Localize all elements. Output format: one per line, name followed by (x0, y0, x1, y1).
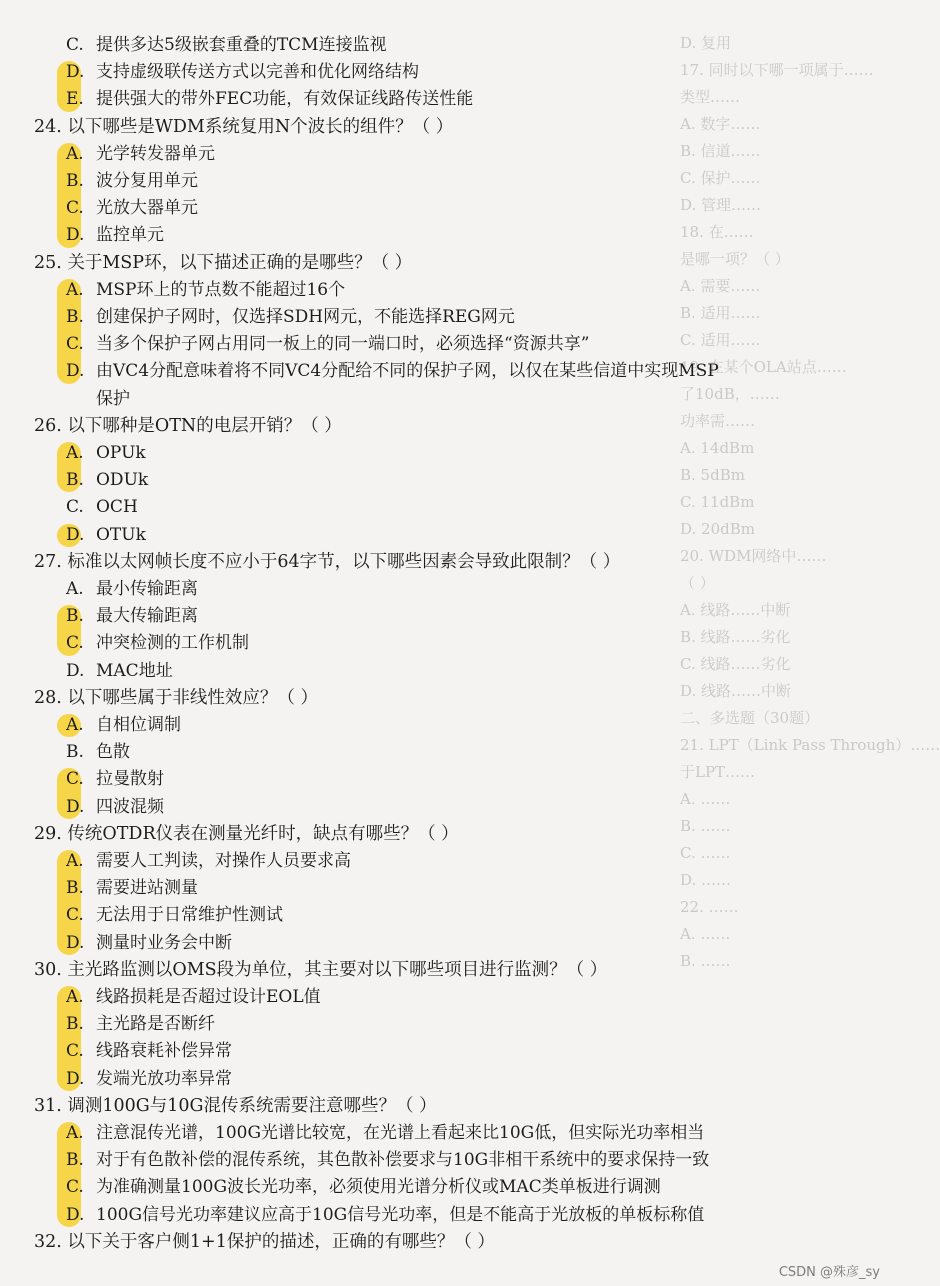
option-letter: A. (66, 143, 84, 164)
answer-option (66, 32, 387, 59)
bleed-through-line: B. 线路……劣化 (680, 628, 791, 646)
option-letter: E. (66, 89, 84, 110)
option-letter: C. (66, 334, 84, 355)
option-text: 创建保护子网时，仅选择SDH网元，不能选择REG网元 (96, 307, 515, 327)
option-text: OCH (96, 497, 138, 518)
answer-option (66, 848, 351, 875)
option-letter: B. (66, 878, 84, 899)
answer-option (66, 86, 473, 113)
answer-option (66, 440, 146, 467)
bleed-through-line: A. …… (680, 925, 731, 943)
option-letter: B. (66, 1150, 84, 1171)
bleed-through-line: B. 信道…… (680, 142, 761, 160)
option-text: 光放大器单元 (96, 198, 198, 219)
option-letter: D. (66, 932, 85, 953)
bleed-through-line: 功率需…… (680, 412, 756, 430)
option-letter: C. (66, 35, 84, 55)
bleed-through-line: B. …… (680, 817, 731, 835)
option-letter: C. (66, 1177, 84, 1198)
bleed-through-line: 了10dB，…… (680, 385, 780, 403)
option-text: 当多个保护子网占用同一板上的同一端口时，必须选择“资源共享” (96, 334, 590, 355)
option-text: 四波混频 (96, 796, 164, 817)
bleed-through-line: 是哪一项？（ ） (680, 250, 790, 268)
option-text: 波分复用单元 (96, 171, 198, 191)
option-letter: D. (66, 1204, 85, 1225)
option-text: 为准确测量100G波长光功率，必须使用光谱分析仪或MAC类单板进行调测 (96, 1177, 661, 1198)
bleed-through-line: A. …… (680, 790, 731, 808)
bleed-through-line: 20. WDM网络中…… (680, 547, 827, 565)
option-text: OPUk (96, 443, 146, 463)
option-text: 自相位调制 (96, 715, 181, 735)
question-stem: 24. 以下哪些是WDM系统复用N个波长的组件？（ ） (34, 116, 454, 137)
option-letter: C. (66, 1041, 84, 1062)
bleed-through-column (680, 30, 940, 975)
bleed-through-line: B. 5dBm (680, 466, 745, 484)
answer-option (66, 222, 164, 249)
option-continuation: 保护 (96, 388, 130, 409)
bleed-through-line: C. 11dBm (680, 493, 755, 511)
answer-option (66, 195, 198, 222)
answer-option (66, 59, 419, 86)
option-letter: B. (66, 606, 84, 627)
option-letter: D. (66, 796, 85, 817)
answer-option (66, 1174, 661, 1201)
bleed-through-line: 17. 同时以下哪一项属于…… (680, 61, 874, 79)
option-letter: D. (66, 225, 85, 246)
answer-option (66, 522, 146, 549)
bleed-through-line: 类型…… (680, 88, 741, 106)
answer-option (66, 794, 164, 821)
option-text: 冲突检测的工作机制 (96, 633, 249, 654)
bleed-through-line: 19. 在某个OLA站点…… (680, 358, 847, 376)
bleed-through-line: D. 线路……中断 (680, 682, 792, 700)
option-text: 线路衰耗补偿异常 (96, 1041, 232, 1062)
option-text: 由VC4分配意味着将不同VC4分配给不同的保护子网，以仅在某些信道中实现MSP (96, 361, 719, 382)
option-text: 注意混传光谱，100G光谱比较宽，在光谱上看起来比10G低，但实际光功率相当 (96, 1123, 705, 1143)
option-text: 提供多达5级嵌套重叠的TCM连接监视 (96, 35, 387, 55)
bleed-through-line: C. 适用…… (680, 331, 761, 349)
option-text: 最小传输距离 (96, 579, 198, 599)
question-stem: 28. 以下哪些属于非线性效应？（ ） (34, 687, 318, 708)
watermark: CSDN @殊彦_sy (778, 1265, 880, 1280)
answer-option (66, 141, 215, 168)
option-letter: B. (66, 742, 84, 763)
answer-option (66, 603, 198, 630)
answer-option (66, 331, 589, 358)
option-letter: A. (66, 279, 84, 300)
answer-option (66, 658, 173, 685)
answer-option (66, 358, 719, 385)
bleed-through-line: B. 适用…… (680, 304, 761, 322)
option-letter: D. (66, 1068, 85, 1089)
answer-option (66, 1120, 704, 1147)
bleed-through-line: A. 14dBm (680, 439, 755, 457)
answer-option (66, 630, 249, 657)
option-letter: A. (66, 443, 84, 463)
bleed-through-line: A. 线路……中断 (680, 601, 791, 619)
option-text: 对于有色散补偿的混传系统，其色散补偿要求与10G非相干系统中的要求保持一致 (96, 1150, 710, 1171)
question-stem: 29. 传统OTDR仪表在测量光纤时，缺点有哪些？（ ） (34, 823, 459, 844)
option-letter: A. (66, 715, 84, 735)
bleed-through-line: 22. …… (680, 898, 739, 916)
option-text: 最大传输距离 (96, 606, 198, 627)
option-letter: A. (66, 987, 84, 1007)
option-text: MAC地址 (96, 660, 173, 681)
option-text: 需要进站测量 (96, 878, 198, 899)
option-text: 100G信号光功率建议应高于10G信号光功率，但是不能高于光放板的单板标称值 (96, 1204, 705, 1225)
answer-option (66, 1147, 709, 1174)
bleed-through-line: D. 管理…… (680, 196, 762, 214)
option-letter: C. (66, 905, 84, 926)
answer-option (66, 304, 515, 331)
answer-option (66, 902, 283, 929)
option-text: 提供强大的带外FEC功能，有效保证线路传送性能 (96, 89, 474, 110)
answer-option (66, 467, 148, 494)
question-stem: 27. 标准以太网帧长度不应小于64字节，以下哪些因素会导致此限制？（ ） (34, 551, 621, 572)
option-letter: C. (66, 198, 84, 219)
answer-option (66, 277, 345, 304)
option-text: 色散 (96, 742, 130, 763)
answer-option (66, 930, 232, 957)
option-letter: D. (66, 524, 85, 545)
option-letter: C. (66, 497, 84, 518)
question-stem: 32. 以下关于客户侧1+1保护的描述，正确的有哪些？（ ） (34, 1231, 495, 1252)
bleed-through-line: 于LPT…… (680, 763, 756, 781)
answer-option (66, 984, 321, 1011)
option-letter: D. (66, 660, 85, 681)
answer-option (66, 494, 138, 521)
option-letter: A. (66, 851, 84, 871)
bleed-through-line: 二、多选题（30题） (680, 709, 820, 727)
option-text: 发端光放功率异常 (96, 1068, 232, 1089)
answer-option (66, 1011, 215, 1038)
bleed-through-line: C. …… (680, 844, 731, 862)
option-text: 监控单元 (96, 225, 164, 246)
option-letter: C. (66, 633, 84, 654)
option-letter: A. (66, 579, 84, 599)
bleed-through-line: C. 线路……劣化 (680, 655, 791, 673)
bleed-through-line: D. 复用 (680, 34, 732, 52)
answer-option (66, 739, 130, 766)
option-letter: A. (66, 1123, 84, 1143)
option-letter: B. (66, 470, 84, 491)
answer-option (66, 576, 198, 603)
answer-option (66, 168, 198, 195)
option-letter: B. (66, 171, 84, 191)
bleed-through-line: A. 需要…… (680, 277, 761, 295)
question-stem: 26. 以下哪种是OTN的电层开销？（ ） (34, 415, 342, 436)
option-text: ODUk (96, 470, 149, 491)
bleed-through-line: （ ） (680, 574, 715, 592)
answer-option (66, 766, 164, 793)
answer-option (66, 1202, 704, 1229)
option-text: 支持虚级联传送方式以完善和优化网络结构 (96, 62, 419, 83)
answer-option (66, 875, 198, 902)
option-letter: B. (66, 1014, 84, 1035)
answer-option (66, 1066, 232, 1093)
option-text: 线路损耗是否超过设计EOL值 (96, 987, 321, 1007)
option-text: 测量时业务会中断 (96, 932, 232, 953)
bleed-through-line: A. 数字…… (680, 115, 761, 133)
option-letter: D. (66, 361, 85, 382)
option-text: 需要人工判读，对操作人员要求高 (96, 851, 351, 871)
bleed-through-line: B. …… (680, 952, 731, 970)
bleed-through-line: C. 保护…… (680, 169, 761, 187)
answer-option (66, 1038, 232, 1065)
option-text: 无法用于日常维护性测试 (96, 905, 283, 926)
option-text: 拉曼散射 (96, 769, 164, 790)
bleed-through-line: 18. 在…… (680, 223, 754, 241)
option-text: MSP环上的节点数不能超过16个 (96, 279, 346, 300)
option-text: 光学转发器单元 (96, 143, 215, 164)
question-stem: 25. 关于MSP环，以下描述正确的是哪些？（ ） (34, 252, 413, 273)
option-letter: C. (66, 769, 84, 790)
answer-option (66, 712, 181, 739)
option-text: OTUk (96, 524, 146, 545)
option-letter: D. (66, 62, 85, 83)
bleed-through-line: 21. LPT（Link Pass Through）…… (680, 736, 940, 754)
question-stem: 30. 主光路监测以OMS段为单位，其主要对以下哪些项目进行监测？（ ） (34, 959, 608, 980)
option-text: 主光路是否断纤 (96, 1014, 215, 1035)
option-letter: B. (66, 307, 84, 327)
bleed-through-line: D. 20dBm (680, 520, 755, 538)
bleed-through-line: D. …… (680, 871, 732, 889)
question-stem: 31. 调测100G与10G混传系统需要注意哪些？（ ） (34, 1095, 437, 1116)
